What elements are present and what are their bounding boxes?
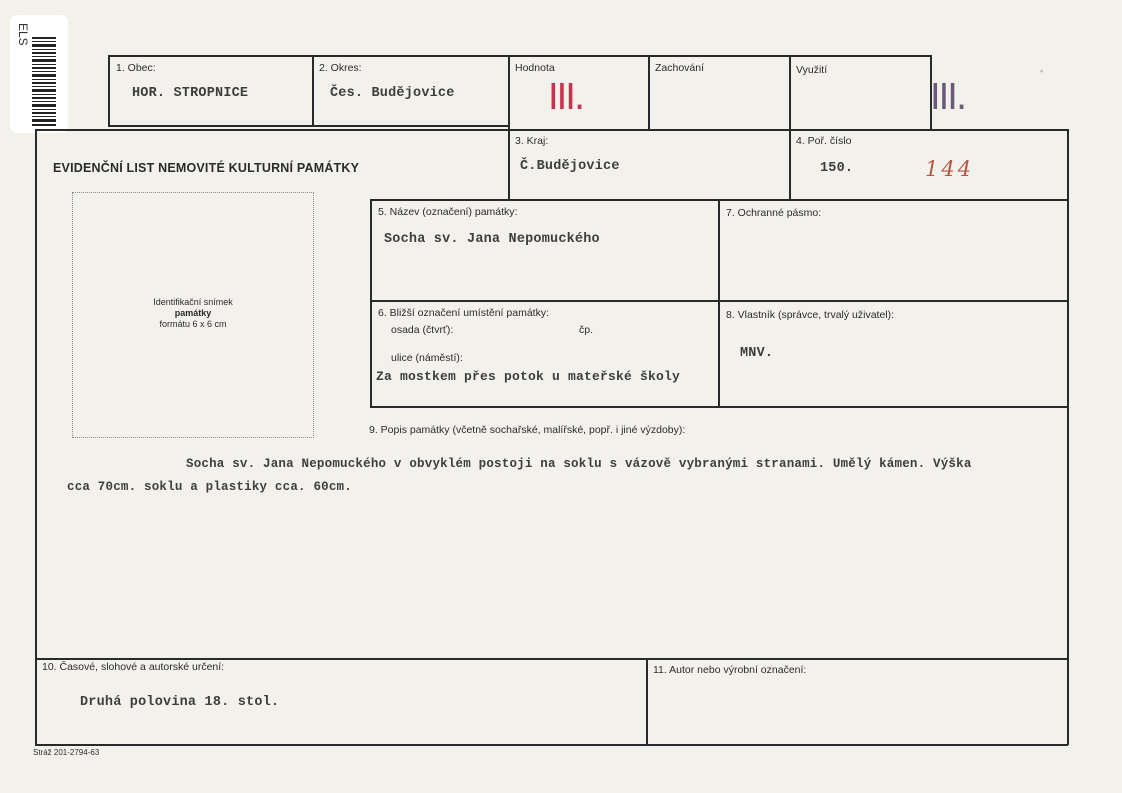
obec-value: HOR. STROPNICE (132, 86, 249, 101)
obec-label: 1. Obec: (116, 62, 156, 74)
popis-line-2: cca 70cm. soklu a plastiky cca. 60cm. (67, 480, 352, 494)
cp-label: čp. (579, 324, 594, 336)
photo-line-3: formátu 6 x 6 cm (159, 319, 227, 329)
sticker-label: ELS (16, 23, 30, 46)
vyuziti-value: III. (930, 77, 966, 118)
ghost-text: ▪ (1040, 66, 1044, 76)
ulice-label: ulice (náměstí): (391, 352, 463, 364)
ochranne-label: 7. Ochranné pásmo: (726, 207, 822, 219)
handwritten-number: 144 (925, 157, 975, 181)
barcode-sticker (10, 15, 68, 133)
okres-value: Čes. Budějovice (330, 86, 455, 101)
autor-label: 11. Autor nebo výrobní označení: (653, 664, 807, 676)
kraj-value: Č.Budějovice (520, 159, 620, 174)
okres-label: 2. Okres: (319, 62, 362, 74)
por-cislo-value: 150. (820, 161, 854, 176)
popis-line-1: Socha sv. Jana Nepomuckého v obvyklém postoji na soklu s vázově vybranými stranami. Umělý kámen. Výška (186, 457, 972, 471)
print-code: Stráž 201-2794-63 (33, 748, 100, 757)
vlastnik-label: 8. Vlastník (správce, trvalý uživatel): (726, 309, 895, 321)
page-title: EVIDENČNÍ LIST NEMOVITÉ KULTURNÍ PAMÁTKY (53, 161, 360, 175)
hodnota-label: Hodnota (515, 62, 555, 74)
hodnota-value: III. (548, 77, 584, 118)
photo-placeholder (72, 192, 314, 438)
osada-label: osada (čtvrť): (391, 324, 454, 336)
photo-line-1: Identifikační snímek (153, 297, 233, 307)
kraj-label: 3. Kraj: (515, 135, 549, 147)
urceni-value: Druhá polovina 18. stol. (80, 695, 280, 710)
urceni-label: 10. Časové, slohové a autorské určení: (42, 661, 225, 673)
popis-label: 9. Popis památky (včetně sochařské, malířské, popř. i jiné výzdoby): (369, 424, 686, 436)
nazev-value: Socha sv. Jana Nepomuckého (384, 232, 600, 247)
barcode-icon (32, 37, 56, 127)
nazev-label: 5. Název (označení) památky: (378, 206, 518, 218)
umisteni-label: 6. Bližší označení umístění památky: (378, 307, 549, 319)
zachovani-label: Zachování (655, 62, 705, 74)
vyuziti-label: Využití (796, 64, 828, 76)
vlastnik-value: MNV. (740, 346, 774, 361)
umisteni-value: Za mostkem přes potok u mateřské školy (376, 369, 681, 384)
por-cislo-label: 4. Poř. číslo (796, 135, 852, 147)
photo-line-2: památky (174, 308, 212, 318)
